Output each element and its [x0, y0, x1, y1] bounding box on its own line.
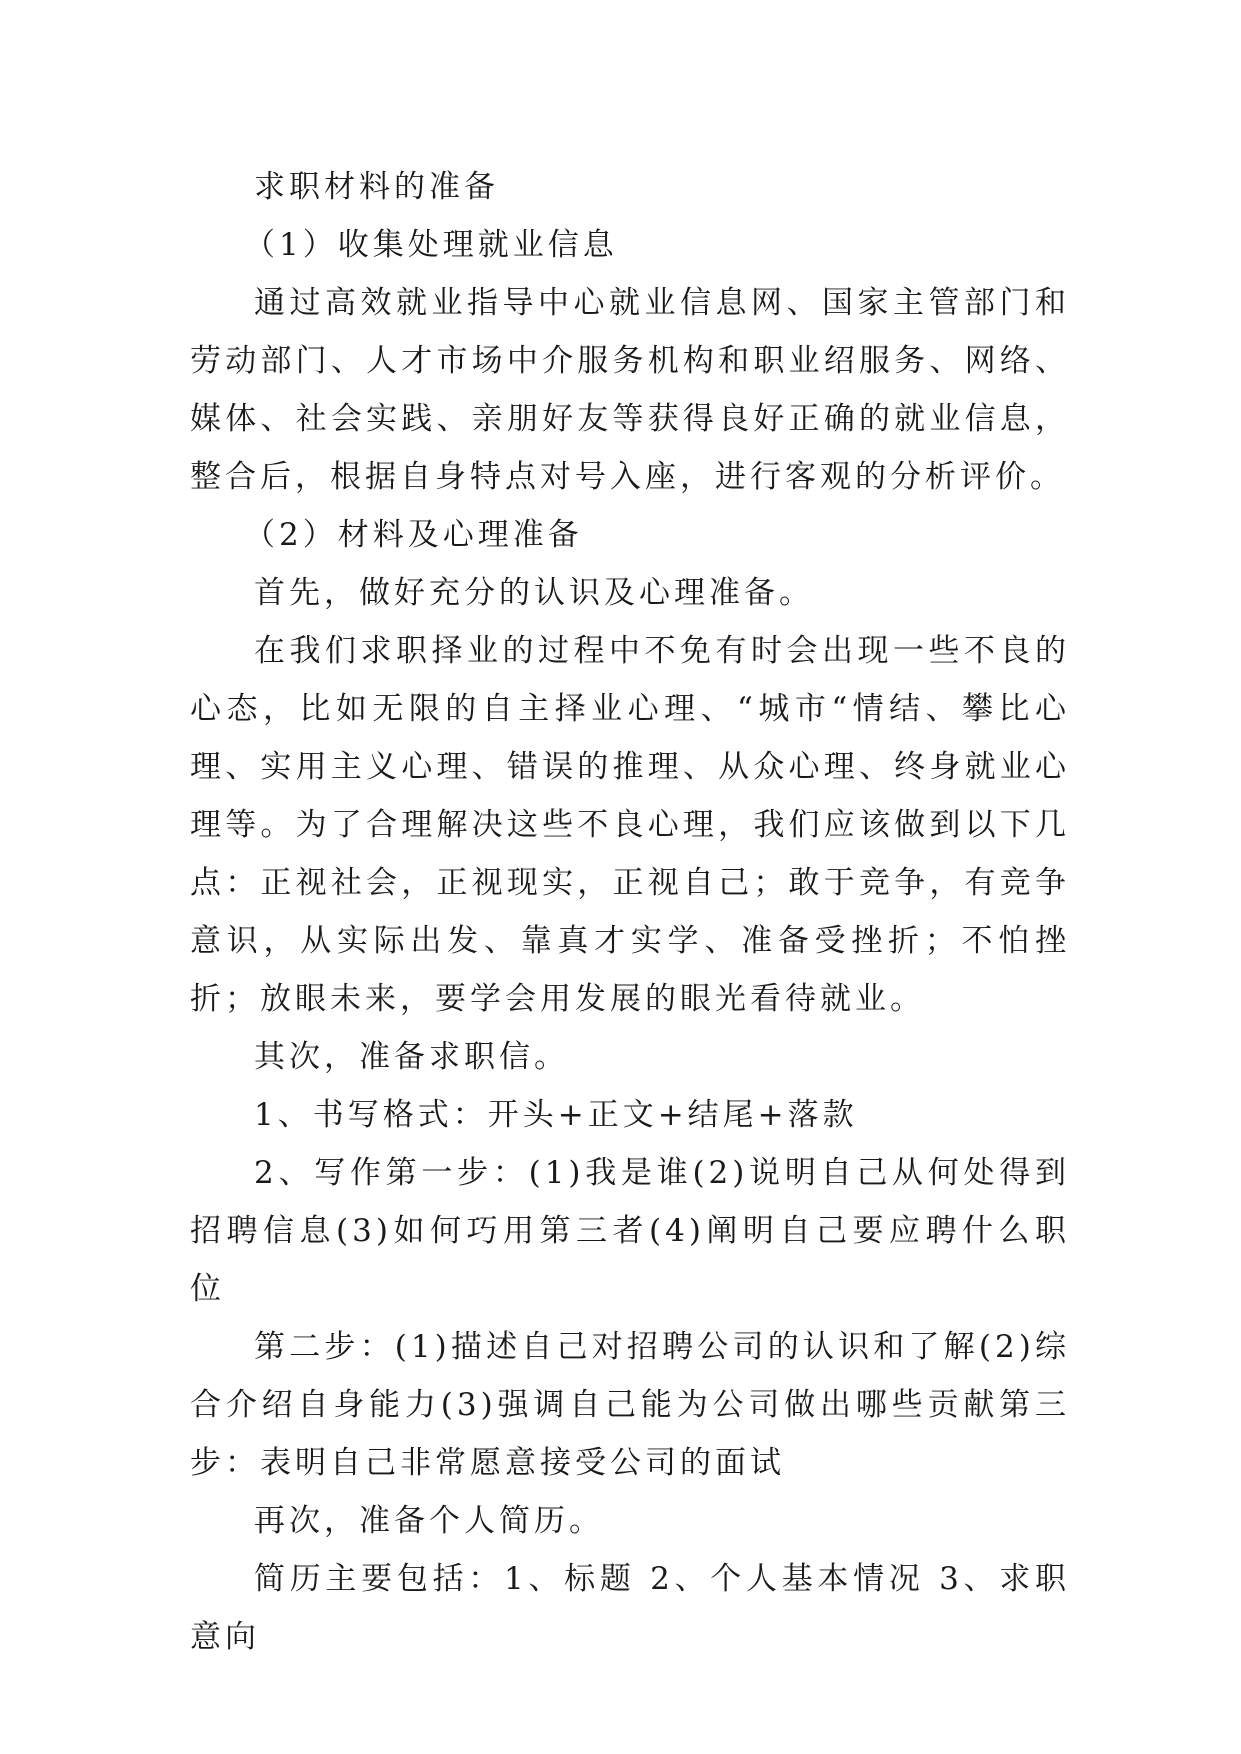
subsection-heading: （2）材料及心理准备 — [244, 517, 583, 553]
body-paragraph: 再次，准备个人简历。 — [254, 1503, 604, 1539]
body-paragraph: 在我们求职择业的过程中不免有时会出现一些不良的心态，比如无限的自主择业心理、“城市“情结、攀比心理、实用主义心理、错误的推理、从众心理、终身就业心理等。为了合理解决这些不良心理，我们应该做到以下几点：正视社会，正视现实，正视自己；敢于竞争，有竞争意识，从实际出发、靠真才实学、准备受挫折；不怕挫折；放眼未来，要学会用发展的眼光看待就业。 — [190, 633, 1070, 1017]
document-body — [190, 158, 1070, 1666]
subsection-heading: （1）收集处理就业信息 — [244, 227, 618, 263]
body-paragraph: 简历主要包括：1、标题 2、个人基本情况 3、求职意向 — [190, 1561, 1070, 1655]
body-paragraph: 第二步：(1)描述自己对招聘公司的认识和了解(2)综合介绍自身能力(3)强调自己能为公司做出哪些贡献第三步：表明自己非常愿意接受公司的面试 — [190, 1329, 1070, 1481]
section-heading: 求职材料的准备 — [254, 169, 499, 205]
body-paragraph: 其次，准备求职信。 — [254, 1039, 569, 1075]
body-paragraph: 通过高效就业指导中心就业信息网、国家主管部门和劳动部门、人才市场中介服务机构和职业绍服务、网络、媒体、社会实践、亲朋好友等获得良好正确的就业信息，整合后，根据自身特点对号入座，进行客观的分析评价。 — [190, 285, 1070, 495]
body-paragraph: 首先，做好充分的认识及心理准备。 — [254, 575, 814, 611]
list-item: 2、写作第一步：(1)我是谁(2)说明自己从何处得到招聘信息(3)如何巧用第三者(4)阐明自己要应聘什么职位 — [190, 1155, 1070, 1307]
list-item: 1、书写格式：开头+正文+结尾+落款 — [254, 1097, 858, 1133]
